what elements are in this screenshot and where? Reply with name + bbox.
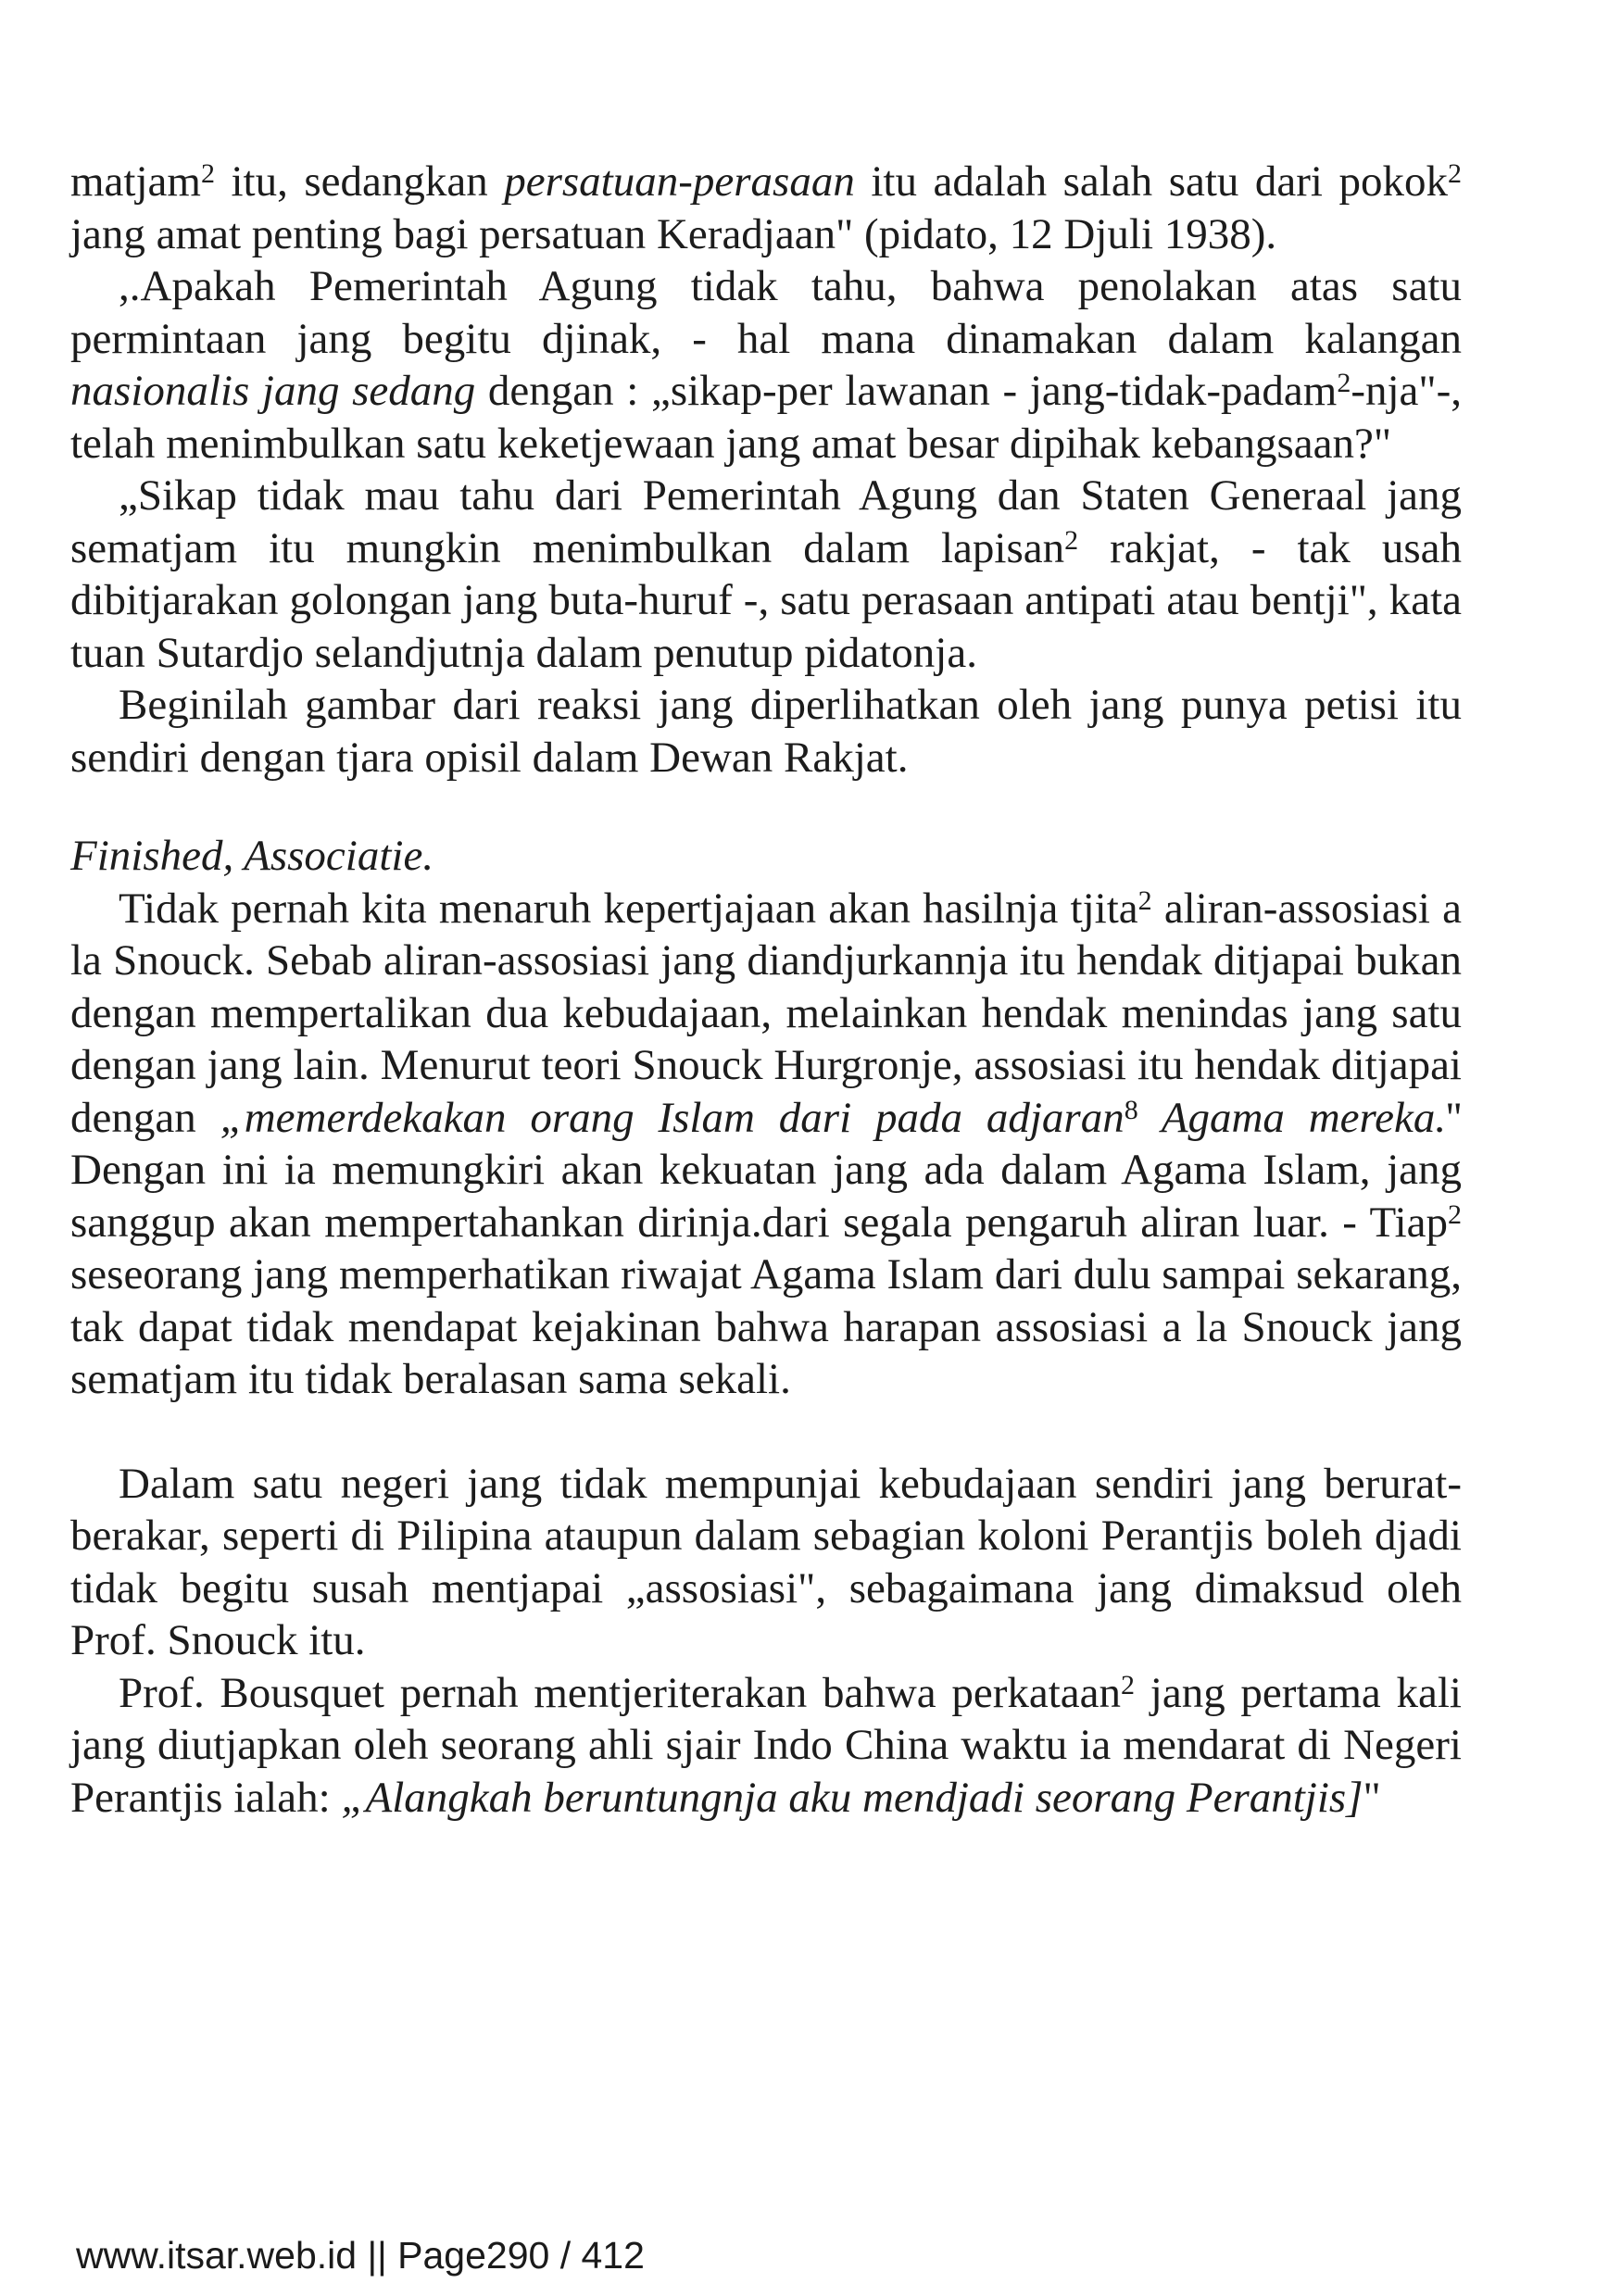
paragraph-2 <box>70 260 1462 470</box>
italic-text: nasionalis jang sedang <box>70 367 476 415</box>
paragraph-3 <box>70 470 1462 679</box>
superscript: 2 <box>1121 1669 1136 1700</box>
text: jang amat penting bagi persatuan Keradjaan" (pidato, 12 Djuli 1938). <box>70 209 1277 258</box>
text: Prof. Bousquet pernah mentjeriterakan bahwa perkataan <box>119 1668 1122 1717</box>
text: rakjat, - tak usah dibitjarakan golongan jang buta-huruf -, satu perasaan antipati atau bentji", kata tuan Sutardjo selandjutnja dalam penutup pidatonja. <box>70 523 1462 677</box>
italic-quote: Agama mereka. <box>1137 1093 1447 1142</box>
superscript: 8 <box>1124 1094 1138 1125</box>
text: aliran-assosiasi a la Snouck. Sebab aliran-assosiasi jang diandjurkannja itu hendak ditjapai bukan dengan mempertalikan dua kebudajaan, melainkan hendak menindas jang satu dengan jang lain. Menurut teori Snouck Hurgronje, assosiasi itu hendak ditjapai dengan <box>70 884 1462 1142</box>
text: itu, sedangkan <box>214 157 505 206</box>
superscript: 2 <box>1448 1198 1462 1230</box>
paragraph-4: Beginilah gambar dari reaksi jang diperlihatkan oleh jang punya petisi itu sendiri dengan tjara opisil dalam Dewan Rakjat. <box>70 681 1462 782</box>
text: „Sikap tidak mau tahu dari Pemerintah Agung dan Staten Generaal jang sematjam itu mungkin menimbulkan dalam lapisan <box>70 471 1462 572</box>
text: Tidak pernah kita menaruh kepertjajaan akan hasilnja tjita <box>119 884 1138 933</box>
superscript: 2 <box>1137 885 1152 916</box>
text: seseorang jang memperhatikan riwajat Agama Islam dari dulu sampai sekarang, tak dapat tidak mendapat kejakinan bahwa harapan assosiasi a la Snouck jang sematjam itu tidak beralasan sama sekali. <box>70 1250 1462 1403</box>
page-body <box>70 156 1462 1824</box>
paragraph-1 <box>70 156 1462 260</box>
italic-quote: „Alangkah beruntungnja aku mendjadi seorang Perantjis] <box>341 1773 1363 1822</box>
paragraph-5 <box>70 883 1462 1406</box>
text: jang pertama kali jang diutjapkan oleh seorang ahli sjair Indo China waktu ia mendarat di Negeri Perantjis ialah: <box>70 1668 1462 1822</box>
text: ,.Apakah Pemerintah Agung tidak tahu, bahwa penolakan atas satu permintaan jang begitu djinak, - hal mana dinamakan dalam kalangan <box>70 262 1462 363</box>
superscript: 2 <box>200 158 215 189</box>
paragraph-6: Dalam satu negeri jang tidak mempunjai kebudajaan sendiri jang berurat-berakar, seperti di Pilipina ataupun dalam sebagian koloni Perantjis boleh djadi tidak begitu susah mentjapai „assosiasi", sebagaimana jang dimaksud oleh Prof. Snouck itu. <box>70 1459 1462 1664</box>
text: matjam <box>70 157 201 206</box>
superscript: 2 <box>1064 524 1079 556</box>
text: itu adalah salah satu dari pokok <box>854 157 1448 206</box>
section-heading: Finished, Associatie. <box>70 832 434 880</box>
text: dengan : „sikap-per lawanan - jang-tidak-padam <box>475 367 1338 415</box>
text: -nja"-, telah menimbulkan satu keketjewaan jang amat besar dipihak kebangsaan?" <box>70 367 1462 468</box>
superscript: 2 <box>1337 368 1351 398</box>
page-footer: www.itsar.web.id || Page290 / 412 <box>76 2234 645 2277</box>
text: " <box>1363 1773 1381 1822</box>
text: '' Dengan ini ia memungkiri akan kekuatan jang ada dalam Agama Islam, jang sanggup akan mempertahankan dirinja.dari segala pengaruh aliran luar. - Tiap <box>70 1093 1463 1247</box>
superscript: 2 <box>1448 158 1462 189</box>
italic-quote: „memerdekakan orang Islam dari pada adjaran <box>220 1093 1125 1142</box>
paragraph-7 <box>70 1667 1462 1825</box>
italic-text: persatuan-perasaan <box>504 157 855 206</box>
